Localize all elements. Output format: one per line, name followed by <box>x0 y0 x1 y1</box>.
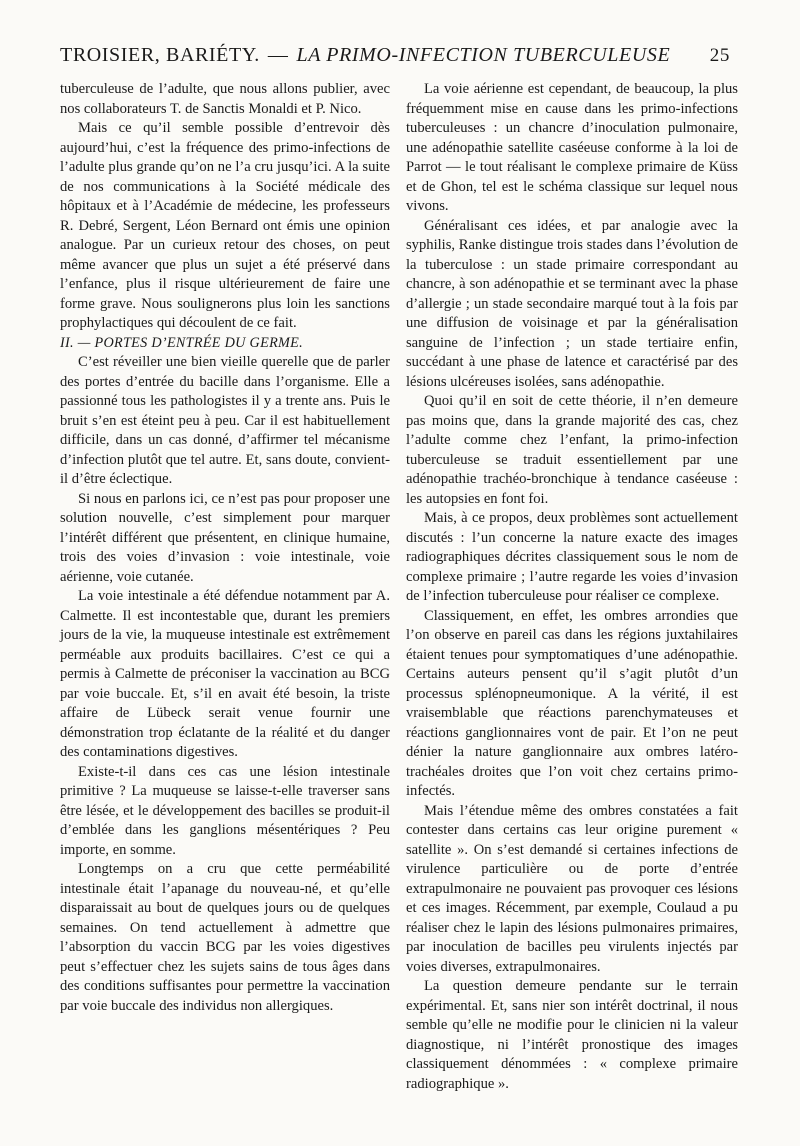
paragraph: Généralisant ces idées, et par analogie avec la syphilis, Ranke distingue trois stades dans l’évolution de la tuberculose : un stade primaire correspondant au chancre, à son adénopathie et se terminant avec la phase d’allergie ; un stade secondaire marqué tout à la fois par une diffusion de voisinage et par la généralisation sanguine de l’infection ; un stade tertiaire enfin, succédant à une phase de latence et caractérisé par des lésions ulcéreuses isolées, sans adénopathie. <box>406 217 738 390</box>
paragraph: C’est réveiller une bien vieille querelle que de parler des portes d’entrée du bacille dans l’organisme. Elle a passionné tous les pathologistes il y a trente ans. Puis le bruit s’en est éteint peu à peu. Car il est habituellement difficile, dans un cas donné, d’affirmer tel mécanisme d’infection plutôt que tel autre. Et, sans doute, convient-il d’être éclectique. <box>60 354 390 487</box>
header-separator: — <box>267 44 289 66</box>
header-title: LA PRIMO-INFECTION TUBERCULEUSE <box>296 44 671 66</box>
paragraph: Classiquement, en effet, les ombres arrondies que l’on observe en pareil cas dans les régions juxtahilaires étaient tenues pour symptomatiques d’une adénopathie. Certains auteurs pensent qu’il s’agit plutôt d’un processus splénopneumonique. A la vérité, il est vraisemblable que réactions parenchymateuses et réactions ganglionnaires vont de pair. Et l’on ne peut dénier la nature ganglionnaire aux ombres latéro-trachéales droites que l’on voit chez certains primo-infectés. <box>406 607 738 799</box>
running-head <box>60 44 730 74</box>
paragraph: Quoi qu’il en soit de cette théorie, il n’en demeure pas moins que, dans la grande majorité des cas, chez l’adulte comme chez l’enfant, la primo-infection tuberculeuse se traduit essentiellement par une adénopathie trachéo-bronchique à tendance caséeuse : les autopsies en font foi. <box>406 393 738 507</box>
page-number: 25 <box>709 45 730 66</box>
header-authors: TROISIER, BARIÉTY. <box>60 44 260 66</box>
paragraph: Mais, à ce propos, deux problèmes sont actuellement discutés : l’un concerne la nature exacte des images radiographiques décrites classiquement sous le nom de complexe primaire ; l’autre regarde les voies d’invasion de l’infection tuberculeuse pour réaliser ce complexe. <box>406 510 738 604</box>
left-column <box>60 80 390 1016</box>
paragraph: Mais l’étendue même des ombres constatées a fait contester dans certains cas leur origine purement « satellite ». On s’est demandé si certaines infections de virulence particulière ou de porte d’entrée extrapulmonaire ne pouvaient pas provoquer ces lésions et ces images. Récemment, par exemple, Coulaud a pu réaliser chez le lapin des lésions pulmonaires primaires, par inoculation de bacilles peu virulents injectés par voies diverses, extrapulmonaires. <box>406 802 738 975</box>
paragraph: La voie intestinale a été défendue notamment par A. Calmette. Il est incontestable que, durant les premiers jours de la vie, la muqueuse intestinale est extrêmement perméable aux produits bacillaires. C’est ce qui a permis à Calmette de préconiser la vaccination au BCG par voie buccale. Et, s’il en avait été besoin, la triste affaire de Lübeck serait venue fournir une démonstration trop éclatante de la réalité et du danger des contaminations digestives. <box>60 588 390 760</box>
paragraph: tuberculeuse de l’adulte, que nous allons publier, avec nos collaborateurs T. de Sanctis Monaldi et P. Nico. <box>60 81 390 117</box>
paragraph: La voie aérienne est cependant, de beaucoup, la plus fréquemment mise en cause dans les primo-infections tuberculeuses : un chancre d’inoculation pulmonaire, une adénopathie satellite caséeuse conforme à la loi de Parrot — le tout réalisant le complexe primaire de Küss et de Ghon, tel est le schéma classique sur lequel nous vivons. <box>406 81 738 214</box>
right-column <box>406 80 738 1094</box>
paragraph: Existe-t-il dans ces cas une lésion intestinale primitive ? La muqueuse se laisse-t-elle traverser sans être lésée, et le développement des bacilles se produit-il d’emblée dans les ganglions mésentériques ? Peu importe, en somme. <box>60 763 390 858</box>
paragraph: Longtemps on a cru que cette perméabilité intestinale était l’apanage du nouveau-né, et qu’elle disparaissait au bout de quelques jours ou de quelques semaines. On tend actuellement à admettre que l’absorption du vaccin BCG par les voies digestives peut s’effectuer chez les sujets sains de tous âges dans des conditions suffisantes pour permettre la vaccination par voie buccale des individus non allergiques. <box>60 861 390 1014</box>
paragraph: Mais ce qu’il semble possible d’entrevoir dès aujourd’hui, c’est la fréquence des primo-infections de l’adulte plus grande qu’on ne l’a cru jusqu’ici. A la suite de nos communications à la Société médicale des hôpitaux et à l’Académie de médecine, les professeurs R. Debré, Sergent, Léon Bernard ont émis une opinion analogue. Par un curieux retour des choses, on peut même avancer que plus un sujet a été préservé dans l’enfance, plus il risque ultérieurement de faire une forme grave. Nous soulignerons plus loin les sanctions prophylactiques qui découlent de ce fait. <box>60 120 390 331</box>
paragraph: La question demeure pendante sur le terrain expérimental. Et, sans nier son intérêt doctrinal, il nous semble qu’elle ne modifie pour le clinicien ni la valeur diagnostique, ni l’intérêt pronostique des images classiquement dénommées : « complexe primaire radiographique ». <box>406 978 738 1092</box>
section-heading: II. — PORTES D’ENTRÉE DU GERME. <box>60 334 303 351</box>
paragraph: Si nous en parlons ici, ce n’est pas pour proposer une solution nouvelle, c’est simplement pour marquer l’intérêt différent que présentent, en clinique humaine, trois des voies d’invasion : voie intestinale, voie aérienne, voie cutanée. <box>60 490 390 585</box>
